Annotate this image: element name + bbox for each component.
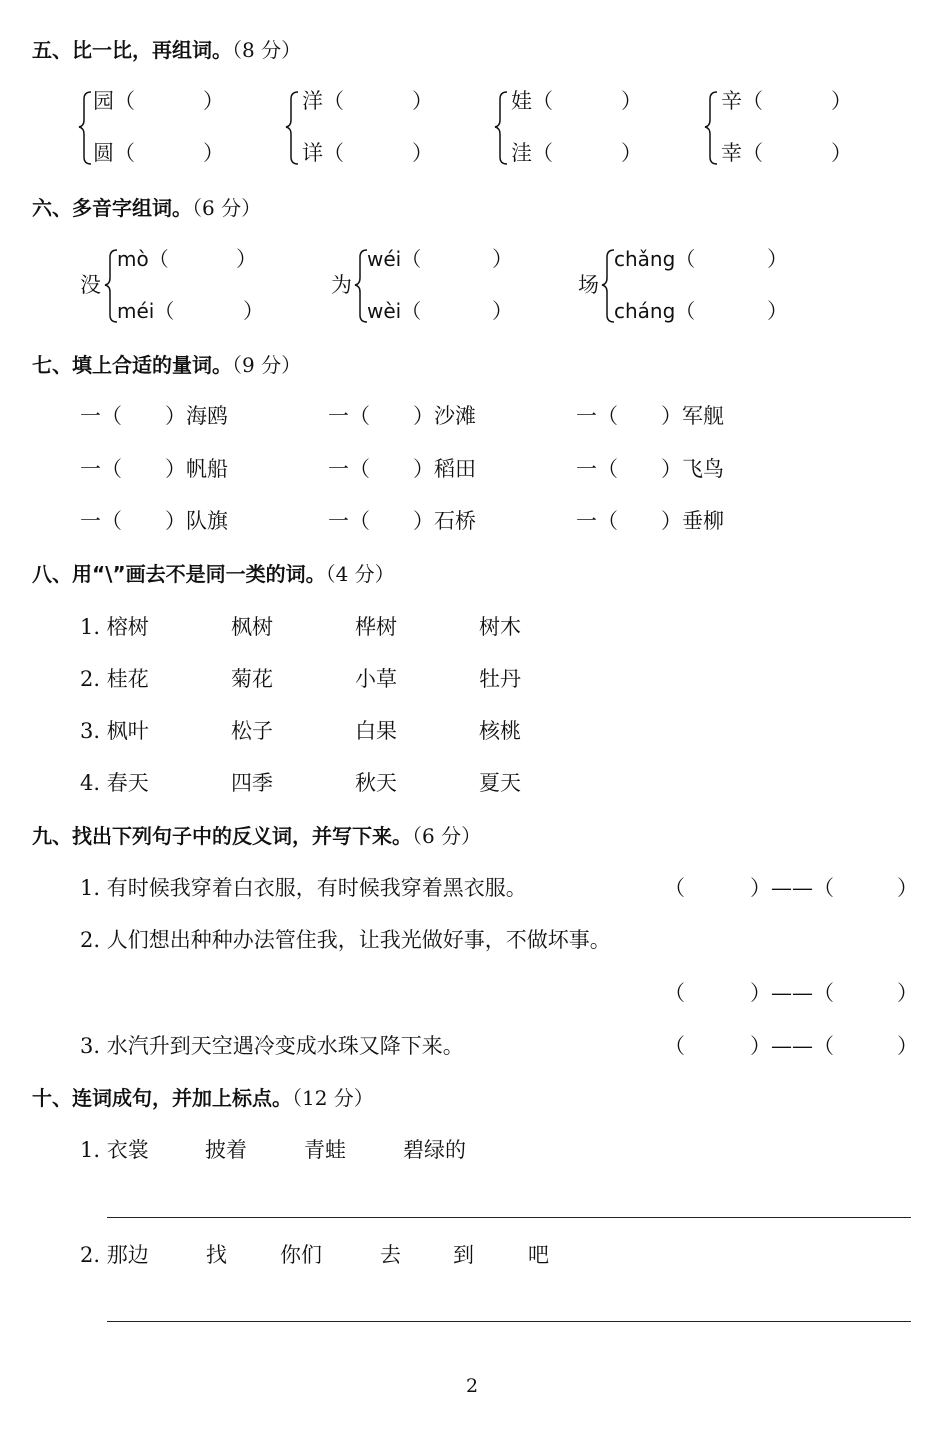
section-5-points: （8 分） <box>232 38 302 62</box>
sentence-word: 青蛙 <box>304 1138 346 1162</box>
polyphone-3-char: 场 <box>578 273 599 297</box>
antonym-blank-mid: ）——（ <box>750 876 834 900</box>
sentence-word: 1. 衣裳 <box>80 1138 149 1162</box>
section-10-title: 十、连词成句，并加上标点。 <box>32 1086 292 1110</box>
pair-2-bottom-close: ） <box>412 141 433 165</box>
measure-prefix: 一（ <box>328 509 370 533</box>
category-word: 牡丹 <box>479 667 521 691</box>
brace <box>79 92 91 164</box>
measure-prefix: 一（ <box>576 509 618 533</box>
antonym-blank-mid: ）——（ <box>750 1034 834 1058</box>
polyphone-3-top-close: ） <box>767 247 788 271</box>
measure-item: ）队旗 <box>165 509 228 533</box>
brace <box>602 250 614 322</box>
section-8-points: （4 分） <box>325 562 395 586</box>
category-word: 2. 桂花 <box>80 667 149 691</box>
antonym-blank-mid: ）——（ <box>750 981 834 1005</box>
antonym-blank-open: （ <box>664 981 685 1005</box>
measure-item: ）帆船 <box>165 457 228 481</box>
antonym-blank-open: （ <box>664 1034 685 1058</box>
section-6-points: （6 分） <box>192 196 262 220</box>
measure-prefix: 一（ <box>80 404 122 428</box>
pair-4-top: 辛（ <box>721 89 763 113</box>
pair-3-top: 娃（ <box>511 89 553 113</box>
pair-2-bottom: 详（ <box>302 141 344 165</box>
polyphone-3-bottom: cháng（ <box>614 299 696 323</box>
brace <box>495 92 507 164</box>
section-10-points: （12 分） <box>292 1086 374 1110</box>
measure-prefix: 一（ <box>576 404 618 428</box>
brace <box>705 92 717 164</box>
category-word: 桦树 <box>355 615 397 639</box>
category-word: 1. 榕树 <box>80 615 149 639</box>
pair-4-bottom: 幸（ <box>721 141 763 165</box>
category-word: 小草 <box>355 667 397 691</box>
measure-prefix: 一（ <box>328 404 370 428</box>
pair-1-bottom-close: ） <box>203 141 224 165</box>
pair-3-bottom-close: ） <box>621 141 642 165</box>
measure-prefix: 一（ <box>576 457 618 481</box>
brace <box>355 250 367 322</box>
sentence-word: 到 <box>453 1243 474 1267</box>
section-9-title: 九、找出下列句子中的反义词，并写下来。 <box>32 824 412 848</box>
category-word: 松子 <box>231 719 273 743</box>
polyphone-2-top: wéi（ <box>367 247 422 271</box>
category-word: 核桃 <box>479 719 521 743</box>
antonym-sentence-2: 2. 人们想出种种办法管住我，让我光做好事，不做坏事。 <box>80 928 611 952</box>
answer-line-2[interactable] <box>107 1321 911 1322</box>
page-number: 2 <box>466 1375 479 1397</box>
polyphone-1-bottom: méi（ <box>117 299 175 323</box>
pair-1-top-close: ） <box>203 89 224 113</box>
pair-4-bottom-close: ） <box>831 141 852 165</box>
measure-item: ）石桥 <box>413 509 476 533</box>
sentence-word: 你们 <box>280 1243 322 1267</box>
measure-item: ）飞鸟 <box>661 457 724 481</box>
sentence-word: 碧绿的 <box>403 1138 466 1162</box>
antonym-sentence-1: 1. 有时候我穿着白衣服，有时候我穿着黑衣服。 <box>80 876 527 900</box>
category-word: 四季 <box>231 771 273 795</box>
pair-1-top: 园（ <box>93 89 135 113</box>
section-9-points: （6 分） <box>412 824 482 848</box>
sentence-word: 2. 那边 <box>80 1243 149 1267</box>
category-word: 枫树 <box>231 615 273 639</box>
pair-1-bottom: 圆（ <box>93 141 135 165</box>
measure-item: ）稻田 <box>413 457 476 481</box>
antonym-blank-close: ） <box>897 876 918 900</box>
measure-prefix: 一（ <box>80 457 122 481</box>
section-8-heading <box>32 561 395 587</box>
sentence-word: 找 <box>206 1243 227 1267</box>
polyphone-2-top-close: ） <box>492 247 513 271</box>
category-word: 3. 枫叶 <box>80 719 149 743</box>
category-word: 4. 春天 <box>80 771 149 795</box>
section-7-points: （9 分） <box>232 353 302 377</box>
polyphone-2-bottom: wèi（ <box>367 299 422 323</box>
measure-prefix: 一（ <box>328 457 370 481</box>
brace <box>105 250 117 322</box>
sentence-word: 去 <box>380 1243 401 1267</box>
pair-3-top-close: ） <box>621 89 642 113</box>
antonym-sentence-3: 3. 水汽升到天空遇冷变成水珠又降下来。 <box>80 1034 464 1058</box>
polyphone-1-char: 没 <box>80 273 101 297</box>
pair-3-bottom: 洼（ <box>511 141 553 165</box>
polyphone-1-top: mò（ <box>117 247 169 271</box>
sentence-word: 披着 <box>205 1138 247 1162</box>
measure-item: ）军舰 <box>661 404 724 428</box>
antonym-blank-close: ） <box>897 981 918 1005</box>
category-word: 白果 <box>355 719 397 743</box>
measure-item: ）垂柳 <box>661 509 724 533</box>
category-word: 秋天 <box>355 771 397 795</box>
polyphone-3-bottom-close: ） <box>767 299 788 323</box>
section-5-title: 五、比一比，再组词。 <box>32 38 232 62</box>
polyphone-2-char: 为 <box>331 273 352 297</box>
category-word: 菊花 <box>231 667 273 691</box>
pair-2-top: 洋（ <box>302 89 344 113</box>
antonym-blank-close: ） <box>897 1034 918 1058</box>
polyphone-1-bottom-close: ） <box>243 299 264 323</box>
measure-prefix: 一（ <box>80 509 122 533</box>
pair-2-top-close: ） <box>412 89 433 113</box>
section-7-title: 七、填上合适的量词。 <box>32 353 232 377</box>
measure-item: ）海鸥 <box>165 404 228 428</box>
section-6-title: 六、多音字组词。 <box>32 196 192 220</box>
polyphone-3-top: chǎng（ <box>614 247 696 271</box>
category-word: 树木 <box>479 615 521 639</box>
antonym-blank-open: （ <box>664 876 685 900</box>
pair-4-top-close: ） <box>831 89 852 113</box>
section-6-heading <box>32 195 261 221</box>
section-9-heading <box>32 823 481 849</box>
polyphone-1-top-close: ） <box>236 247 257 271</box>
measure-item: ）沙滩 <box>413 404 476 428</box>
section-8-title: 八、用“\”画去不是同一类的词。 <box>32 562 326 586</box>
brace <box>286 92 298 164</box>
section-10-heading <box>32 1085 374 1111</box>
sentence-word: 吧 <box>528 1243 549 1267</box>
answer-line-1[interactable] <box>107 1217 911 1218</box>
category-word: 夏天 <box>479 771 521 795</box>
polyphone-2-bottom-close: ） <box>492 299 513 323</box>
section-7-heading <box>32 352 301 378</box>
